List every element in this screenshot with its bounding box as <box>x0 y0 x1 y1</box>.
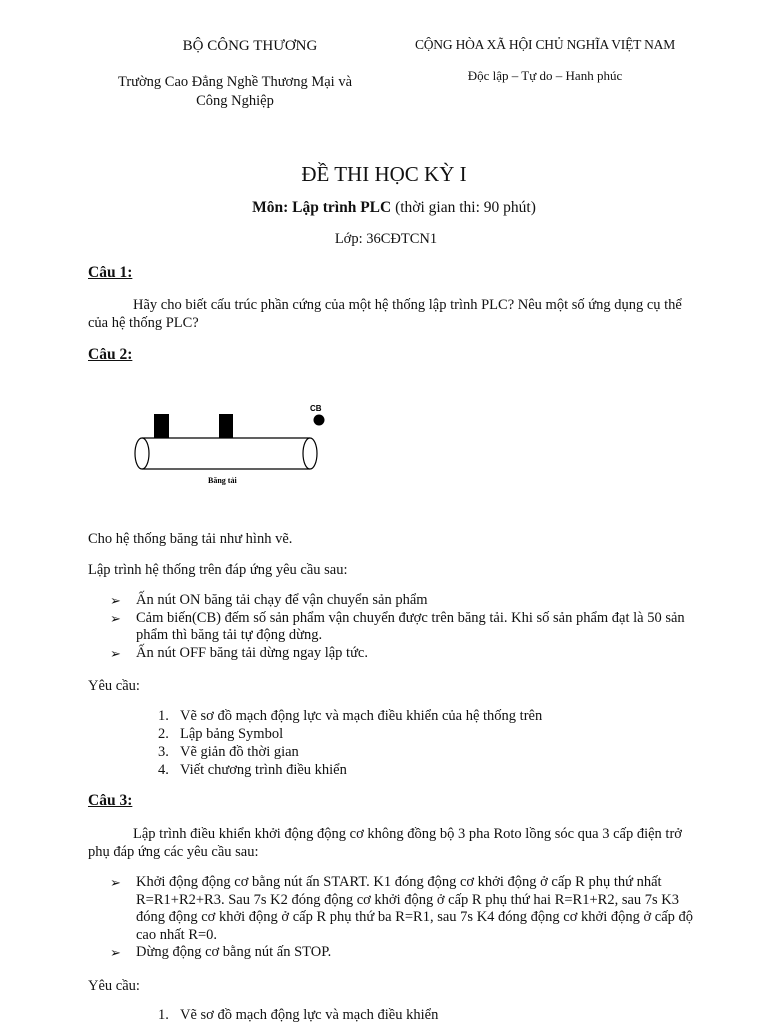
exam-title: ĐỀ THI HỌC KỲ I <box>301 162 467 186</box>
subject-label: Môn: Lập trình PLC <box>252 199 392 216</box>
national-motto: Độc lập – Tự do – Hanh phúc <box>467 68 623 83</box>
list-item: ➢ Ấn nút OFF băng tải dừng ngay lập tức. <box>110 644 368 661</box>
list-item: ➢ Cảm biến(CB) đếm số sản phẩm vận chuyển được trên băng tải. Khi số sản phẩm đạt là 50 sản phẩm thì băng tải tự động dừng. <box>110 609 685 643</box>
arrow-bullet-icon: ➢ <box>110 593 121 608</box>
question-2-requirements-label: Yêu cầu: <box>88 678 140 694</box>
question-2-requirements <box>158 707 542 779</box>
list-item: 1. Vẽ sơ đồ mạch động lực và mạch điều khiển <box>158 1007 439 1023</box>
question-3-requirements <box>158 1006 438 1024</box>
question-2-intro: Cho hệ thống băng tải như hình vẽ. <box>88 531 293 547</box>
subject-line <box>0 199 768 217</box>
conveyor-belt <box>135 438 317 469</box>
republic-name: CỘNG HÒA XÃ HỘI CHỦ NGHĨA VIỆT NAM <box>414 37 676 52</box>
list-item: 1. Vẽ sơ đồ mạch động lực và mạch điều khiển của hệ thống trên <box>158 708 543 724</box>
product-box-1 <box>154 414 169 438</box>
question-2-bullets <box>110 592 700 662</box>
list-item: ➢ Dừng động cơ bằng nút ấn STOP. <box>110 944 332 960</box>
question-1-text: Hãy cho biết cấu trúc phần cứng của một hệ thống lập trình PLC? Nêu một số ứng dụng cụ thể của hệ thống PLC? <box>88 297 682 331</box>
subject-time: (thời gian thi: 90 phút) <box>391 199 536 216</box>
question-3-heading: Câu 3: <box>88 792 133 809</box>
school-name <box>90 73 380 111</box>
list-item: ➢ Khởi động động cơ bằng nút ấn START. K1 đóng động cơ khởi động ở cấp R phụ thứ nhất R=R1+R2+R3. Sau 7s K2 đóng động cơ khởi động ở cấp R phụ thứ hai R=R1+R2, sau 7s K3 đóng động cơ khởi động ở cấp R phụ thứ ba R=R1, sau 7s K4 đóng động cơ khởi động ở cấp độ cao nhất R=0. <box>110 874 694 943</box>
sensor-icon <box>314 415 325 426</box>
list-item: ➢ Ấn nút ON băng tải chạy để vận chuyển sản phẩm <box>110 592 428 608</box>
class-line: Lớp: 36CĐTCN1 <box>334 231 438 247</box>
question-2-heading: Câu 2: <box>88 346 133 363</box>
question-3-intro: Lập trình điều khiển khởi động động cơ không đồng bộ 3 pha Roto lồng sóc qua 3 cấp điện trở phụ đáp ứng các yêu cầu sau: <box>88 826 682 860</box>
conveyor-belt-diagram <box>120 395 340 490</box>
list-item: 4. Viết chương trình điều khiển <box>158 762 347 778</box>
sensor-label: CB <box>310 404 322 413</box>
school-name-line1: Trường Cao Đẳng Nghề Thương Mại và <box>117 74 353 90</box>
arrow-bullet-icon: ➢ <box>110 875 121 890</box>
product-box-2 <box>219 414 233 438</box>
arrow-bullet-icon: ➢ <box>110 645 121 661</box>
question-3-requirements-label: Yêu cầu: <box>88 978 140 994</box>
question-1-heading: Câu 1: <box>88 264 133 281</box>
question-3-bullets <box>110 874 700 962</box>
belt-label: Băng tải <box>208 476 237 485</box>
school-name-line2: Công Nghiệp <box>196 93 274 109</box>
list-item: 2. Lập bảng Symbol <box>158 726 284 742</box>
arrow-bullet-icon: ➢ <box>110 610 121 626</box>
question-2-task: Lập trình hệ thống trên đáp ứng yêu cầu sau: <box>88 562 348 578</box>
ministry-name: BỘ CÔNG THƯƠNG <box>182 38 318 54</box>
list-item: 3. Vẽ giản đồ thời gian <box>158 744 299 760</box>
arrow-bullet-icon: ➢ <box>110 945 121 960</box>
